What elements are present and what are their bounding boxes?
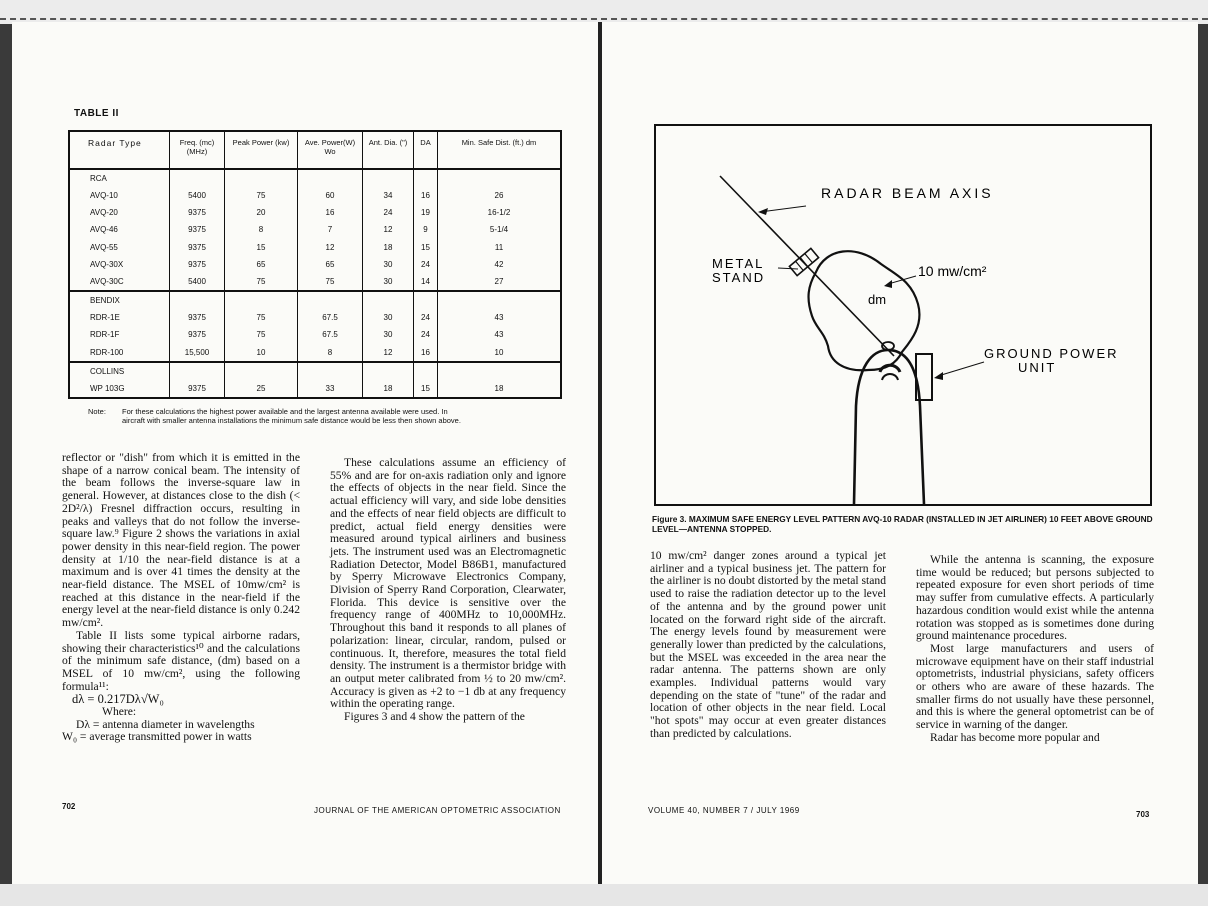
- table-cell: 16: [414, 187, 438, 204]
- table-cell: 24: [414, 326, 438, 343]
- table-cell: 34: [363, 187, 414, 204]
- paragraph: Table II lists some typical airborne radars, showing their characteristics¹⁰ and the calculations of the minimum safe distance, (dm) based on a MSEL of 10 mw/cm², using the following formula¹¹:: [62, 628, 300, 693]
- label-metal-stand-1: METAL: [712, 256, 765, 271]
- table-cell: 10: [438, 344, 562, 362]
- table-cell: 18: [363, 380, 414, 398]
- table-cell: 75: [298, 273, 363, 291]
- table-cell-empty: [363, 362, 414, 380]
- power-level-arrowhead: [884, 280, 892, 288]
- table-cell: 16-1/2: [438, 204, 562, 221]
- table-cell: 9375: [170, 204, 225, 221]
- header-da: DA: [414, 131, 438, 169]
- table-cell: 9375: [170, 239, 225, 256]
- label-gpu-1: GROUND POWER: [984, 346, 1119, 361]
- table-cell: 9: [414, 221, 438, 238]
- table-cell-empty: [438, 291, 562, 309]
- radar-model-cell: AVQ-30X: [69, 256, 170, 273]
- table-cell: 75: [225, 187, 298, 204]
- table-cell-empty: [170, 169, 225, 187]
- table-cell: 15,500: [170, 344, 225, 362]
- cockpit-window-lower: [882, 374, 898, 380]
- paragraph: These calculations assume an efficiency of 55% and are for on-axis radiation only and ignore the effects of objects in the near field. Since the actual efficiency will vary, and side lobe densities and the effects of near field objects are difficult to predict, actual field energy densities were measured around typical airliners and business jets. The instrument used was an Electromagnetic Radiation Detector, Model B86B1, manufactured by Sperry Microwave Electronics Company, Division of Sperry Rand Corporation, Clearwater, Florida. This device is sensitive over the frequency range of 400MHz to 10,000MHz. Throughout this band it responds to all planes of polarization: linear, circular, random, pulsed or continuous. It, therefore, measures the total field density. The instrument is a thermistor bridge with an output meter calibrated from ½ to 20 mw/cm². Accuracy is given as +2 to −1 db at any frequency within the operating range.: [330, 456, 566, 711]
- paragraph: reflector or "dish" from which it is emitted in the shape of a narrow conical beam. The intensity of the beam follows the inverse-square law in general. However, at distances close to the dish (< 2D²/λ) Fresnel diffraction occurs, resulting in peaks and valleys that do not follow the inverse-square law.⁹ Figure 2 shows the variations in axial power density in this near-field region. The power density at 1/10 the near-field distance is at a maximum and is over 41 times the density at the near-field distance. The MSEL of 10mw/cm² is reached at this distance in the near-field if the energy level at the near-field distance is only 0.242 mw/cm².: [62, 451, 300, 630]
- header-peak-power: Peak Power (kw): [225, 131, 298, 169]
- power-level-leader: [888, 276, 916, 284]
- table-cell: 67.5: [298, 309, 363, 326]
- table-row: [69, 221, 561, 238]
- table-cell: 16: [298, 204, 363, 221]
- radar-model-cell: AVQ-10: [69, 187, 170, 204]
- table-cell: 65: [225, 256, 298, 273]
- note-label: Note:: [88, 407, 106, 416]
- table-cell: 43: [438, 326, 562, 343]
- table-cell: 24: [363, 204, 414, 221]
- label-beam-axis: RADAR BEAM AXIS: [821, 185, 994, 201]
- table-row: [69, 344, 561, 362]
- table-cell: 30: [363, 256, 414, 273]
- header-min-safe-dist: Min. Safe Dist. (ft.) dm: [438, 131, 562, 169]
- radar-model-cell: AVQ-46: [69, 221, 170, 238]
- table-cell: 20: [225, 204, 298, 221]
- table-body: [69, 169, 561, 398]
- right-page-number: 703: [1136, 810, 1150, 819]
- table-cell: 9375: [170, 309, 225, 326]
- radar-model-cell: WP 103G: [69, 380, 170, 398]
- table-cell: 16: [414, 344, 438, 362]
- cockpit-window: [880, 365, 900, 372]
- table-cell-empty: [414, 291, 438, 309]
- table-cell: 11: [438, 239, 562, 256]
- scan-bottom-margin: [0, 884, 1208, 906]
- table-cell: 18: [363, 239, 414, 256]
- right-column-2: [916, 554, 1154, 745]
- radar-table: [68, 130, 562, 399]
- table-cell: 30: [363, 309, 414, 326]
- table-cell: 8: [298, 344, 363, 362]
- table-row: [69, 326, 561, 343]
- note-text: For these calculations the highest power available and the largest antenna available were used. In aircraft with smaller antenna installations the minimum safe distance would be less then shown above.: [122, 407, 461, 425]
- table-cell: 75: [225, 326, 298, 343]
- figure-3-diagram: [656, 126, 1150, 504]
- table-row: [69, 239, 561, 256]
- label-metal-stand-2: STAND: [712, 270, 766, 285]
- metal-stand-leader: [778, 268, 798, 269]
- table-cell: 33: [298, 380, 363, 398]
- table-row: [69, 273, 561, 291]
- radar-model-cell: RDR-1F: [69, 326, 170, 343]
- paragraph: Figures 3 and 4 show the pattern of the: [344, 710, 525, 724]
- table-cell-empty: [438, 362, 562, 380]
- paragraph: Most large manufacturers and users of microwave equipment have on their staff industrial optometrists, industrial physicians, safety officers or others who are aware of these hazards. The smaller firms do not usually have these personnel, and this is where the general optometrist can be of service in warning of the danger.: [916, 641, 1154, 732]
- table-cell: 25: [225, 380, 298, 398]
- radar-model-cell: AVQ-20: [69, 204, 170, 221]
- table-row: [69, 204, 561, 221]
- table-cell: 27: [438, 273, 562, 291]
- table-cell: 26: [438, 187, 562, 204]
- paragraph: Radar has become more popular and: [930, 730, 1100, 744]
- table-cell: 5400: [170, 187, 225, 204]
- table-cell: 24: [414, 256, 438, 273]
- table-cell: 10: [225, 344, 298, 362]
- table-cell: 9375: [170, 221, 225, 238]
- label-gpu-2: UNIT: [1018, 360, 1057, 375]
- table-cell: 12: [363, 221, 414, 238]
- scan-top-margin: [0, 0, 1208, 24]
- table-cell: 9375: [170, 380, 225, 398]
- table-cell-empty: [225, 169, 298, 187]
- table-cell: 12: [363, 344, 414, 362]
- table-cell: 75: [225, 309, 298, 326]
- radar-model-cell: RDR-1E: [69, 309, 170, 326]
- paragraph: 10 mw/cm² danger zones around a typical jet airliner and a typical business jet. The pattern for the airliner is no doubt distorted by the metal stand used to raise the radiation detector up to the level of the antenna and by the ground power unit located on the forward right side of the aircraft. The energy levels found by measurement were generally lower than predicted by the calculations, but the MSEL was exceeded in the area near the radar antenna. The patterns shown are only examples. Individual patterns would vary depending on the state of "tune" of the radar and location of other objects in the near field. Local "hot spots" may occur at even greater distances than predicted by calculations.: [650, 549, 887, 740]
- table-row: [69, 256, 561, 273]
- figure-caption: Figure 3. MAXIMUM SAFE ENERGY LEVEL PATTERN AVQ-10 RADAR (INSTALLED IN JET AIRLINER) 10 FEET ABOVE GROUND LEVEL—ANTENNA STOPPED.: [652, 514, 1153, 534]
- gpu-leader: [938, 362, 984, 376]
- table-cell: 8: [225, 221, 298, 238]
- table-cell: 43: [438, 309, 562, 326]
- table-group-row: [69, 291, 561, 309]
- table-cell-empty: [438, 169, 562, 187]
- definition-w: W₀ = average transmitted power in watts: [62, 730, 252, 744]
- radar-model-cell: AVQ-30C: [69, 273, 170, 291]
- radar-model-cell: RDR-100: [69, 344, 170, 362]
- table-cell: 65: [298, 256, 363, 273]
- table-cell: 5-1/4: [438, 221, 562, 238]
- formula: dλ = 0.217Dλ√W₀: [72, 692, 164, 707]
- header-radar-type: Radar Type: [69, 131, 170, 169]
- right-column-1: [650, 550, 886, 741]
- where-label: Where:: [102, 705, 137, 719]
- table-cell: 67.5: [298, 326, 363, 343]
- beam-axis-arrowhead: [758, 208, 768, 215]
- table-cell: 30: [363, 273, 414, 291]
- danger-zone-outline: [809, 251, 920, 370]
- table-cell: 18: [438, 380, 562, 398]
- left-column-1: [62, 452, 300, 744]
- left-running-footer: JOURNAL OF THE AMERICAN OPTOMETRIC ASSOCIATION: [314, 806, 561, 815]
- left-column-2: [330, 457, 566, 724]
- group-name: COLLINS: [69, 362, 170, 380]
- paragraph: While the antenna is scanning, the exposure time would be reduced; but persons subjected to repeated exposure for even short periods of time may suffer from cumulative effects. A particularly hazardous condition would exist while the antenna rotation was stopped as is sometimes done during ground maintenance procedures.: [916, 553, 1154, 643]
- table-cell-empty: [414, 169, 438, 187]
- table-cell: 12: [298, 239, 363, 256]
- table-cell: 14: [414, 273, 438, 291]
- table-cell-empty: [225, 362, 298, 380]
- table-row: [69, 187, 561, 204]
- header-ave-power: Ave. Power(W) Wo: [298, 131, 363, 169]
- table-cell: 15: [414, 239, 438, 256]
- table-label: TABLE II: [74, 108, 119, 119]
- table-cell-empty: [298, 291, 363, 309]
- radar-model-cell: AVQ-55: [69, 239, 170, 256]
- table-cell: 15: [225, 239, 298, 256]
- table-group-row: [69, 362, 561, 380]
- left-page-number: 702: [62, 802, 76, 811]
- table-cell: 60: [298, 187, 363, 204]
- table-cell: 7: [298, 221, 363, 238]
- table-cell: 15: [414, 380, 438, 398]
- table-cell-empty: [363, 291, 414, 309]
- gpu-arrowhead: [934, 372, 943, 380]
- label-power-level: 10 mw/cm²: [918, 263, 987, 279]
- definition-d: Dλ = antenna diameter in wavelengths: [76, 717, 255, 731]
- label-distance: dm: [868, 292, 887, 307]
- table-cell: 19: [414, 204, 438, 221]
- table-cell-empty: [225, 291, 298, 309]
- right-running-footer: VOLUME 40, NUMBER 7 / JULY 1969: [648, 806, 800, 815]
- table-cell-empty: [170, 362, 225, 380]
- table-cell: 75: [225, 273, 298, 291]
- book-spine: [598, 22, 602, 892]
- table-cell: 42: [438, 256, 562, 273]
- table-row: [69, 309, 561, 326]
- header-ant-dia: Ant. Dia. ("): [363, 131, 414, 169]
- table-header-row: [69, 131, 561, 169]
- table-cell: 9375: [170, 256, 225, 273]
- table-cell: 30: [363, 326, 414, 343]
- table-cell-empty: [170, 291, 225, 309]
- header-freq: Freq. (mc) (MHz): [170, 131, 225, 169]
- table-cell-empty: [298, 169, 363, 187]
- figure-3-frame: [654, 124, 1152, 506]
- table-row: [69, 380, 561, 398]
- table-cell: 9375: [170, 326, 225, 343]
- table-cell-empty: [363, 169, 414, 187]
- group-name: RCA: [69, 169, 170, 187]
- table-group-row: [69, 169, 561, 187]
- group-name: BENDIX: [69, 291, 170, 309]
- table-cell: 24: [414, 309, 438, 326]
- table-cell-empty: [414, 362, 438, 380]
- table-cell-empty: [298, 362, 363, 380]
- table-cell: 5400: [170, 273, 225, 291]
